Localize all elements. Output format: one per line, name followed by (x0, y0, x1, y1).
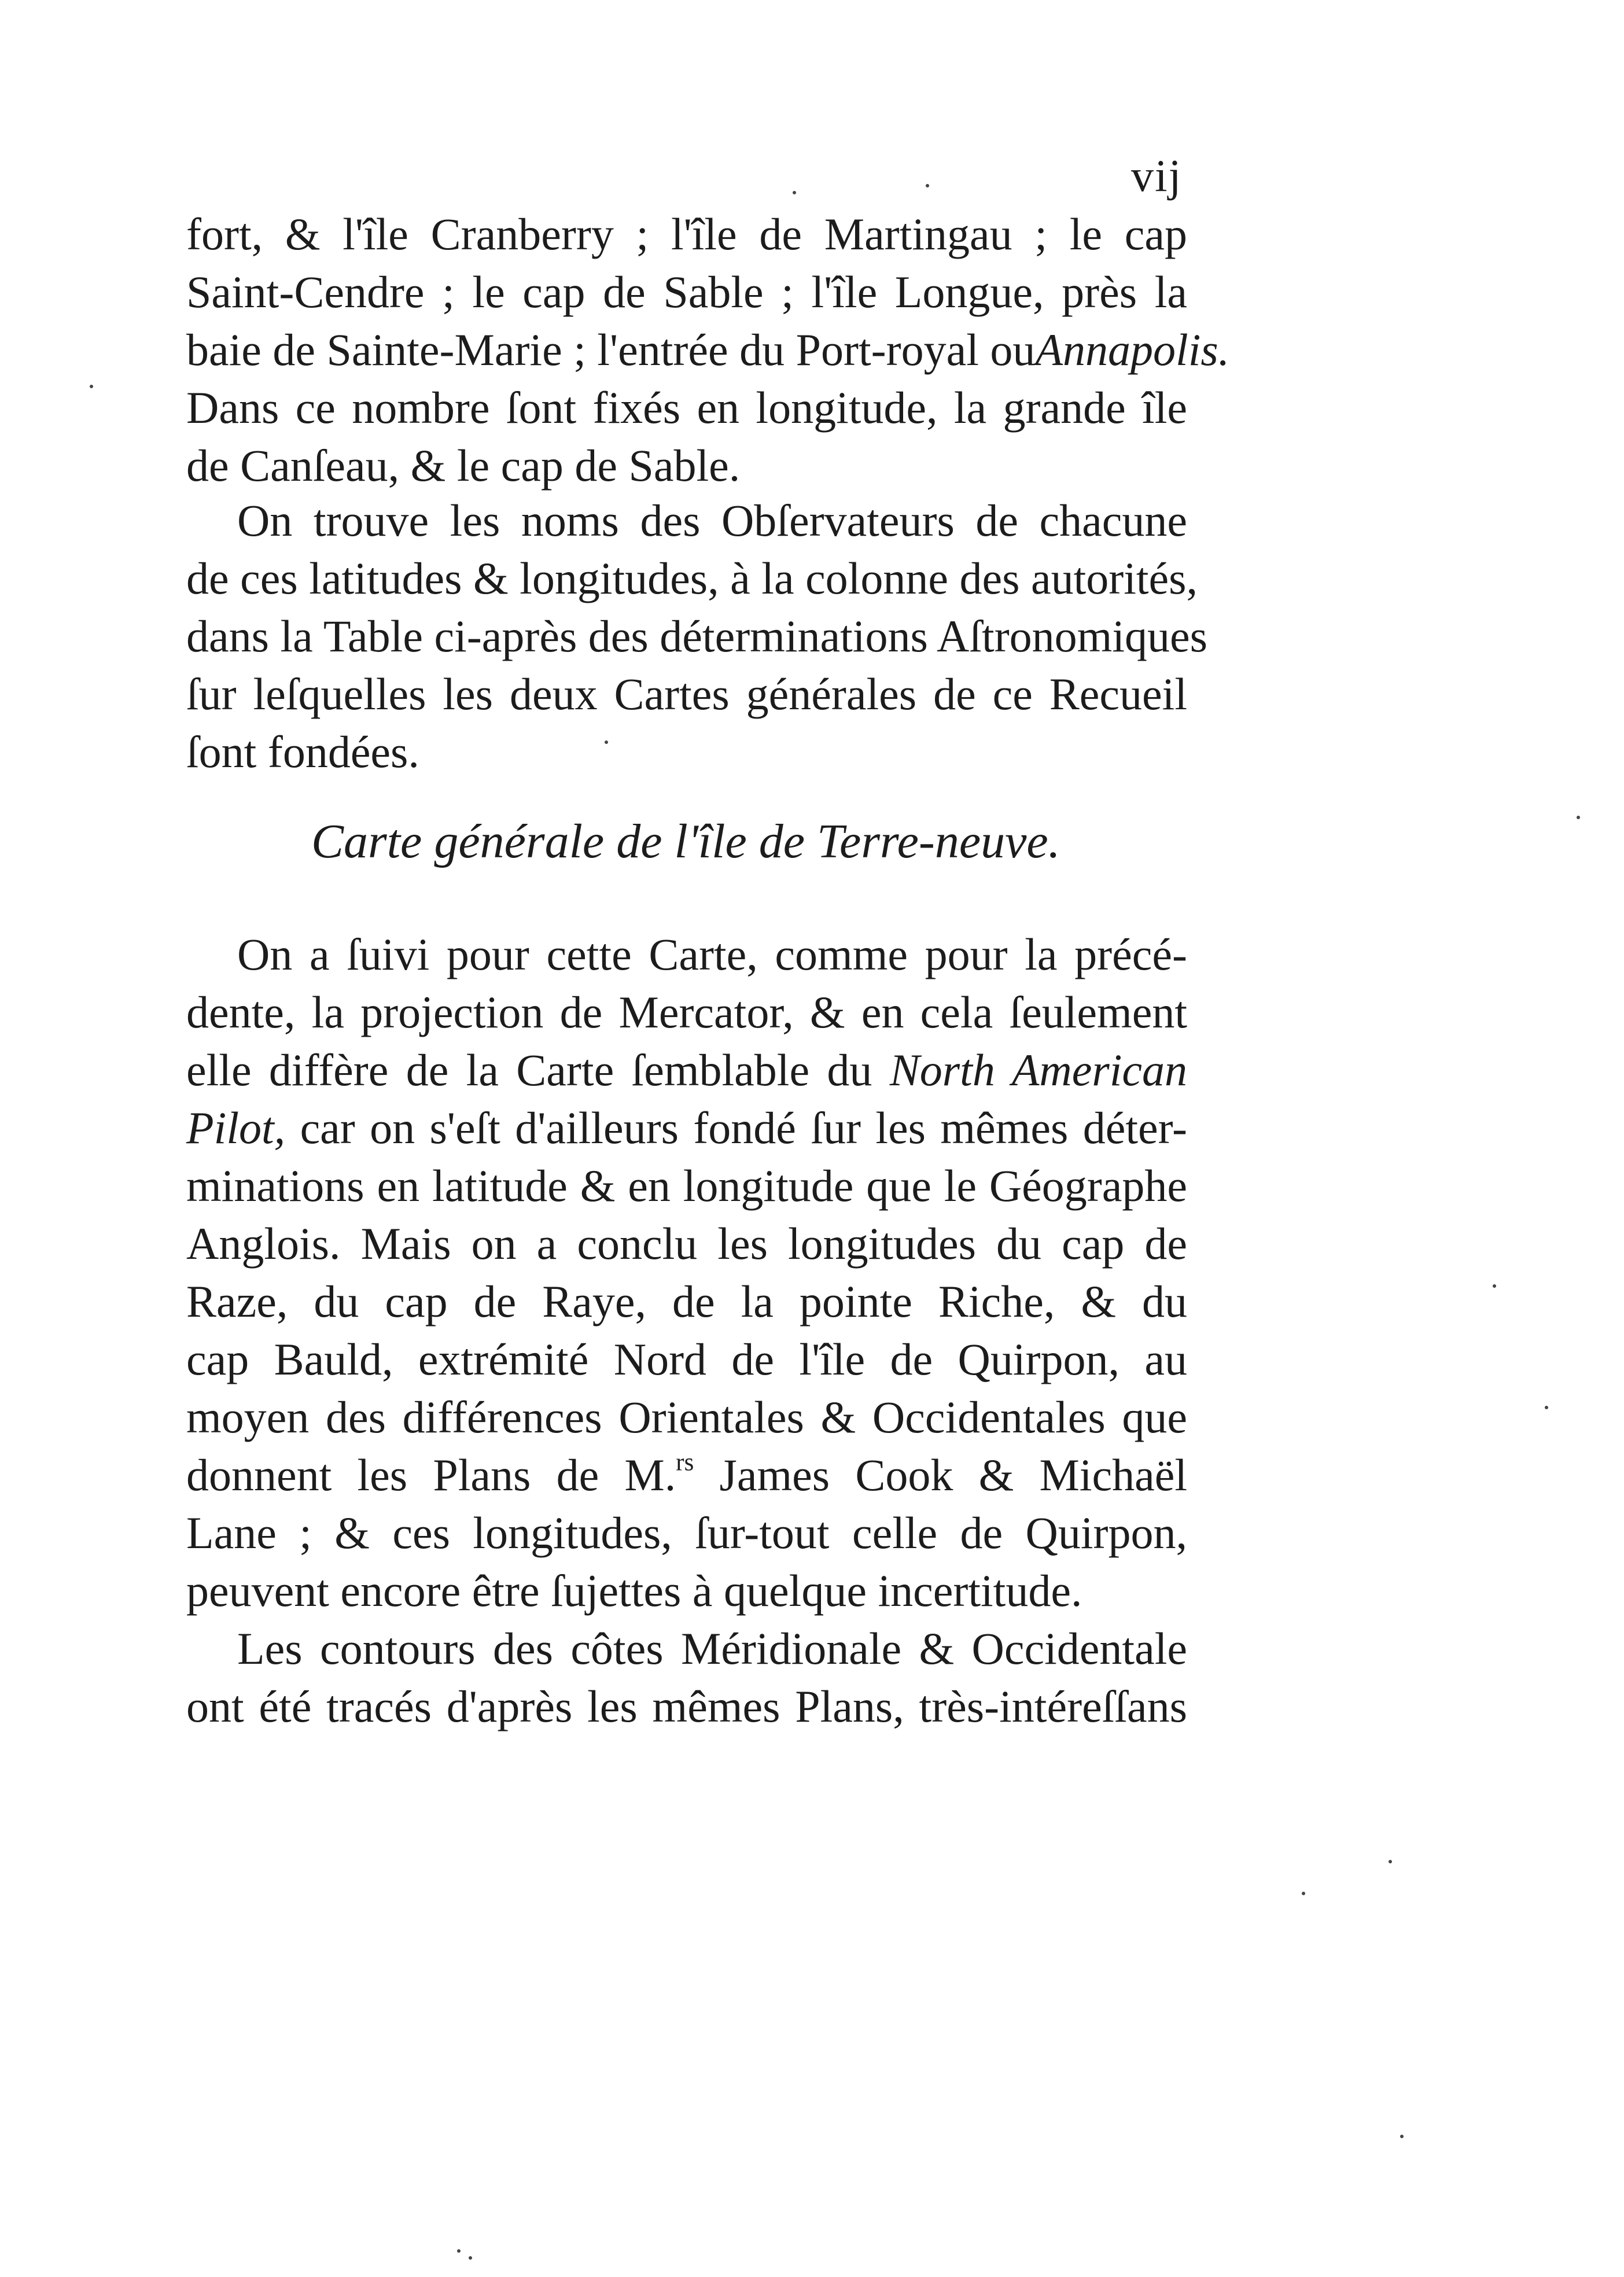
scan-speck (605, 740, 608, 744)
section-heading: Carte générale de l'île de Terre-neuve. (311, 815, 1060, 868)
italic-title: North American (889, 1045, 1188, 1095)
text-line: On a ſuivi pour cette Carte, comme pour la précé- (237, 929, 1187, 979)
scan-speck (926, 184, 929, 187)
page-number: vij (1131, 150, 1183, 201)
text-line: de Canſeau, & le cap de Sable. (186, 440, 741, 491)
text-line: peuvent encore être ſujettes à quelque incertitude. (186, 1565, 1082, 1616)
text-line: Anglois. Mais on a conclu les longitudes du cap de (186, 1218, 1187, 1269)
scan-speck (90, 385, 93, 388)
text-line: fort, & l'île Cranberry ; l'île de Martingau ; le cap (186, 209, 1187, 259)
scan-speck (457, 2249, 461, 2253)
text-line: dans la Table ci-après des déterminations Aſtronomiques (186, 611, 1207, 661)
scan-speck (1389, 1860, 1392, 1863)
text-line: de ces latitudes & longitudes, à la colonne des autorités, (186, 553, 1198, 603)
text-span: baie de Sainte-Marie ; l'entrée du Port-royal ou (186, 325, 1036, 375)
superscript: rs (676, 1449, 694, 1476)
text-line: dente, la projection de Mercator, & en cela ſeulement (186, 987, 1187, 1037)
text-span: car on s'eſt d'ailleurs fondé ſur les mêmes déter- (300, 1103, 1188, 1153)
text-line: Saint-Cendre ; le cap de Sable ; l'île Longue, près la (186, 267, 1187, 317)
italic-title: Pilot, (186, 1103, 286, 1153)
scan-speck (1493, 1284, 1496, 1288)
scan-speck (1577, 816, 1580, 819)
text-span: James Cook & Michaël (719, 1450, 1188, 1500)
scan-speck (793, 191, 796, 194)
scan-speck (1302, 1892, 1305, 1895)
text-line (186, 1446, 1187, 1504)
text-line: Raze, du cap de Raye, de la pointe Riche, & du (186, 1276, 1187, 1327)
text-line: ont été tracés d'après les mêmes Plans, très-intéreſſans (186, 1681, 1187, 1731)
text-line: Dans ce nombre ſont fixés en longitude, la grande île (186, 382, 1187, 433)
text-line: ſur leſquelles les deux Cartes générales de ce Recueil (186, 669, 1187, 719)
scan-speck (1545, 1406, 1548, 1409)
text-line (186, 1041, 1187, 1099)
scan-speck (1400, 2135, 1404, 2138)
text-line: moyen des différences Orientales & Occidentales que (186, 1392, 1187, 1442)
text-line: minations en latitude & en longitude que le Géographe (186, 1160, 1187, 1211)
text-line: ſont fondées. (186, 727, 419, 777)
text-line: Les contours des côtes Méridionale & Occidentale (237, 1623, 1187, 1674)
text-line (186, 1099, 1187, 1157)
text-line: On trouve les noms des Obſervateurs de chacune (237, 495, 1187, 546)
text-line: cap Bauld, extrémité Nord de l'île de Quirpon, au (186, 1334, 1187, 1384)
text-line: Lane ; & ces longitudes, ſur-tout celle de Quirpon, (186, 1508, 1187, 1558)
scan-speck (469, 2256, 472, 2260)
italic-place-name: Annapolis. (1035, 325, 1230, 375)
text-span: elle diffère de la Carte ſemblable du (186, 1045, 872, 1095)
text-line (186, 321, 1230, 379)
text-span: donnent les Plans de M. (186, 1450, 676, 1500)
